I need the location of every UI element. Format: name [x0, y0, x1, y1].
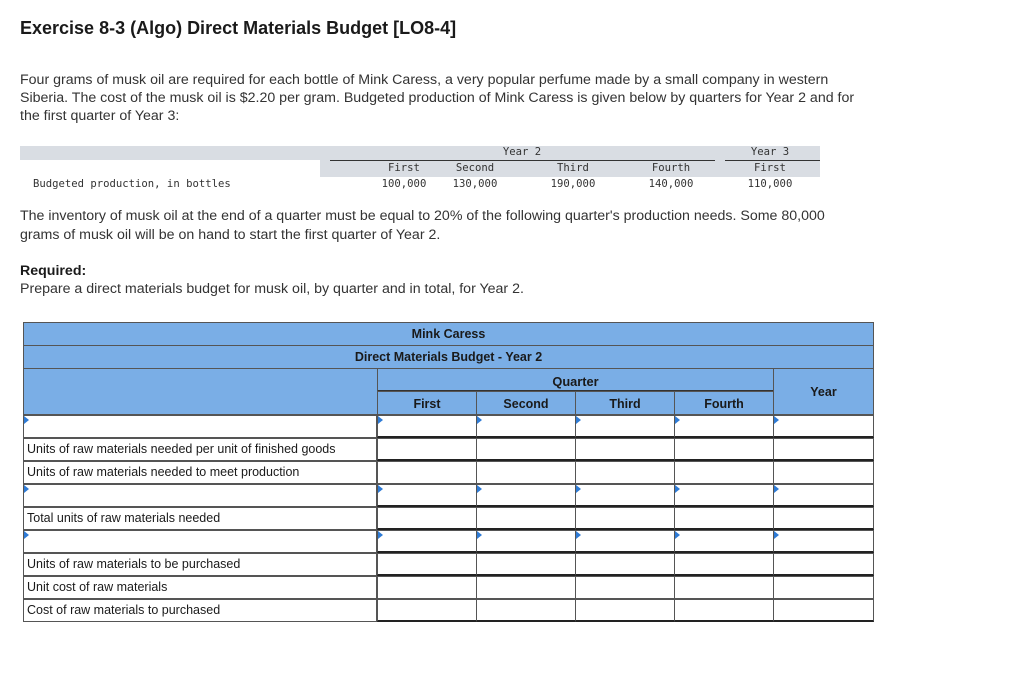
row-8-year-input[interactable]: [773, 599, 874, 622]
row-7-third-input[interactable]: [575, 576, 675, 599]
row-8-first-input[interactable]: [377, 599, 477, 622]
row-units-purchased-label: Units of raw materials to be purchased: [23, 553, 377, 576]
intro-line-2: Siberia. The cost of the musk oil is $2.20 per gram. Budgeted production of Mink Caress is given below by quarters for Year 2 and for: [20, 90, 855, 106]
prod-value-second: 130,000: [452, 178, 498, 190]
dropdown-arrow-icon: [576, 531, 581, 539]
row-5-first-input[interactable]: [377, 530, 477, 553]
row-5-second-input[interactable]: [476, 530, 576, 553]
row-0-year-input[interactable]: [773, 415, 874, 438]
budget-year-header: [773, 368, 874, 415]
row-2-fourth-input[interactable]: [674, 461, 774, 484]
dropdown-arrow-icon: [378, 531, 383, 539]
row-3-third-input[interactable]: [575, 484, 675, 507]
row-0-label-input[interactable]: [23, 415, 377, 438]
required-text: Prepare a direct materials budget for musk oil, by quarter and in total, for Year 2.: [20, 281, 524, 297]
row-4-first-input[interactable]: [377, 507, 477, 530]
row-8-second-input[interactable]: [476, 599, 576, 622]
quarter-label: Quarter: [552, 374, 599, 389]
required-heading: Required:: [20, 263, 87, 279]
dropdown-arrow-icon: [774, 416, 779, 424]
row-6-fourth-input[interactable]: [674, 553, 774, 576]
dropdown-arrow-icon: [477, 485, 482, 493]
row-7-year-input[interactable]: [773, 576, 874, 599]
row-8-third-input[interactable]: [575, 599, 675, 622]
row-5-year-input[interactable]: [773, 530, 874, 553]
row-units-per-unit-label: Units of raw materials needed per unit of finished goods: [23, 438, 377, 461]
prod-value-first: 100,000: [381, 178, 427, 190]
row-5-label-input[interactable]: [23, 530, 377, 553]
row-3-year-input[interactable]: [773, 484, 874, 507]
production-table: [20, 146, 820, 193]
prod-row-label: Budgeted production, in bottles: [33, 178, 231, 190]
col-header-second: Second: [476, 391, 576, 415]
row-1-first-input[interactable]: [377, 438, 477, 461]
dropdown-arrow-icon: [774, 531, 779, 539]
col-header-third: Third: [575, 391, 675, 415]
row-0-first-input[interactable]: [377, 415, 477, 438]
row-3-first-input[interactable]: [377, 484, 477, 507]
dropdown-arrow-icon: [675, 416, 680, 424]
col-header-fourth: Fourth: [674, 391, 774, 415]
dropdown-arrow-icon: [24, 485, 29, 493]
row-8-fourth-input[interactable]: [674, 599, 774, 622]
row-7-first-input[interactable]: [377, 576, 477, 599]
row-6-second-input[interactable]: [476, 553, 576, 576]
dropdown-arrow-icon: [477, 531, 482, 539]
row-total-units-label: Total units of raw materials needed: [23, 507, 377, 530]
inventory-line-2: grams of musk oil will be on hand to start the first quarter of Year 2.: [20, 227, 441, 243]
dropdown-arrow-icon: [378, 485, 383, 493]
dropdown-arrow-icon: [774, 485, 779, 493]
dropdown-arrow-icon: [477, 416, 482, 424]
prod-quarter-second: Second: [455, 162, 495, 174]
row-4-second-input[interactable]: [476, 507, 576, 530]
row-7-fourth-input[interactable]: [674, 576, 774, 599]
row-units-needed-production-label: Units of raw materials needed to meet production: [23, 461, 377, 484]
row-4-fourth-input[interactable]: [674, 507, 774, 530]
budget-company-row: [23, 322, 874, 346]
exercise-title: Exercise 8-3 (Algo) Direct Materials Budget [LO8-4]: [20, 18, 457, 38]
prod-value-third: 190,000: [550, 178, 596, 190]
intro-line-1: Four grams of musk oil are required for each bottle of Mink Caress, a very popular perfume made by a small company in western: [20, 72, 829, 88]
row-4-year-input[interactable]: [773, 507, 874, 530]
row-1-second-input[interactable]: [476, 438, 576, 461]
row-5-fourth-input[interactable]: [674, 530, 774, 553]
dropdown-arrow-icon: [378, 416, 383, 424]
row-6-year-input[interactable]: [773, 553, 874, 576]
inventory-line-1: The inventory of musk oil at the end of a quarter must be equal to 20% of the following quarter's production needs. Some 80,000: [20, 208, 825, 224]
row-unit-cost-label: Unit cost of raw materials: [23, 576, 377, 599]
prod-quarter-first: First: [388, 162, 420, 174]
prod-quarter-year3-first: First: [754, 162, 786, 174]
row-0-second-input[interactable]: [476, 415, 576, 438]
row-3-fourth-input[interactable]: [674, 484, 774, 507]
row-0-third-input[interactable]: [575, 415, 675, 438]
dropdown-arrow-icon: [675, 485, 680, 493]
row-5-third-input[interactable]: [575, 530, 675, 553]
col-header-first: First: [377, 391, 477, 415]
row-1-year-input[interactable]: [773, 438, 874, 461]
dropdown-arrow-icon: [576, 485, 581, 493]
prod-value-fourth: 140,000: [648, 178, 694, 190]
year-label: Year: [810, 385, 837, 399]
prod-quarter-fourth: Fourth: [651, 162, 691, 174]
prod-value-year3-first: 110,000: [747, 178, 793, 190]
dropdown-arrow-icon: [24, 531, 29, 539]
row-2-first-input[interactable]: [377, 461, 477, 484]
row-1-fourth-input[interactable]: [674, 438, 774, 461]
prod-quarter-third: Third: [557, 162, 589, 174]
row-cost-purchased-label: Cost of raw materials to purchased: [23, 599, 377, 622]
row-0-fourth-input[interactable]: [674, 415, 774, 438]
dropdown-arrow-icon: [24, 416, 29, 424]
row-2-year-input[interactable]: [773, 461, 874, 484]
row-1-third-input[interactable]: [575, 438, 675, 461]
budget-label-header: [23, 368, 378, 415]
row-3-label-input[interactable]: [23, 484, 377, 507]
dropdown-arrow-icon: [675, 531, 680, 539]
budget-company: Mink Caress: [411, 327, 486, 341]
row-3-second-input[interactable]: [476, 484, 576, 507]
row-2-second-input[interactable]: [476, 461, 576, 484]
budget-title: Direct Materials Budget - Year 2: [354, 350, 543, 364]
year2-header: Year 2: [502, 146, 542, 158]
row-2-third-input[interactable]: [575, 461, 675, 484]
intro-line-3: the first quarter of Year 3:: [20, 108, 180, 124]
dropdown-arrow-icon: [576, 416, 581, 424]
row-7-second-input[interactable]: [476, 576, 576, 599]
row-4-third-input[interactable]: [575, 507, 675, 530]
year3-header: Year 3: [750, 146, 790, 158]
row-6-third-input[interactable]: [575, 553, 675, 576]
budget-quarter-header: [377, 368, 774, 392]
row-6-first-input[interactable]: [377, 553, 477, 576]
budget-title-row: [23, 345, 874, 369]
